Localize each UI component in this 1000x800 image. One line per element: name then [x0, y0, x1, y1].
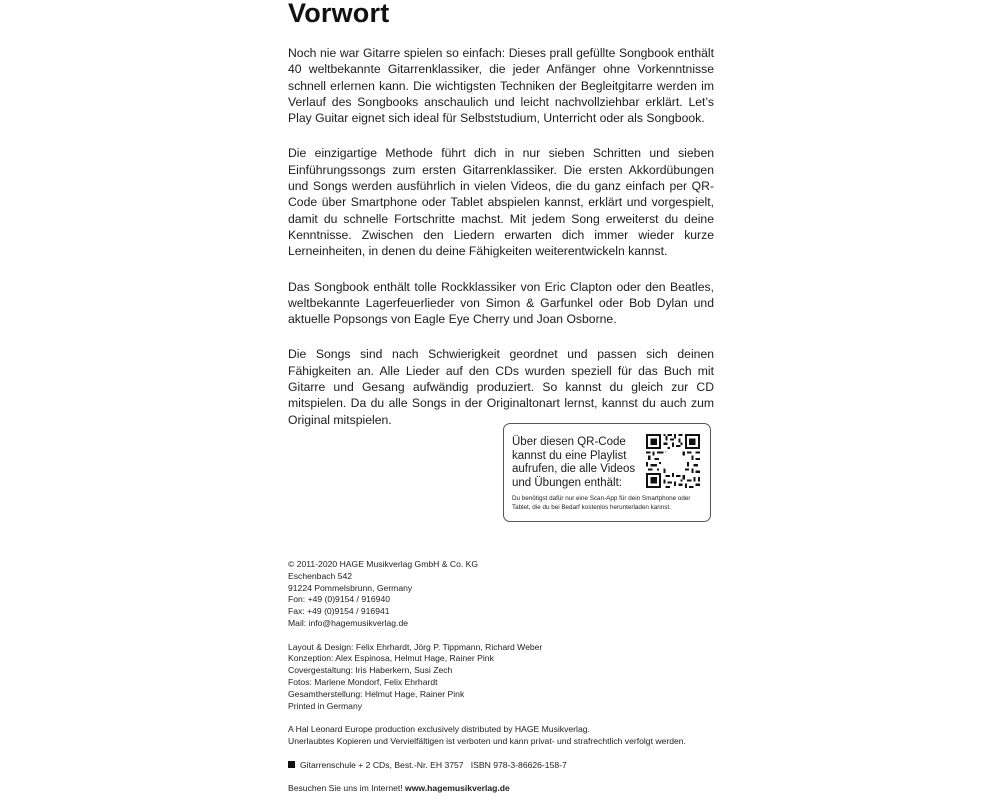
product-line	[288, 760, 728, 772]
legal-line: A Hal Leonard Europe production exclusively distributed by HAGE Musikverlag.	[288, 724, 590, 735]
qr-info-box	[503, 423, 711, 522]
paragraph-1: Noch nie war Gitarre spielen so einfach: Dieses prall gefüllte Songbook enthält 40 weltbekannte Gitarrenklassiker, die jeder Anfänger ohne Vorkenntnisse schnell erlernen kann. Die wichtigsten Techniken der Begleitgitarre werden im Verlauf des Songbooks anschaulich und leicht nachvollziehbar erklärt. Let’s Play Guitar eignet sich ideal für Selbststudium, Unterricht oder als Songbook.	[288, 46, 714, 126]
qr-code-icon[interactable]	[646, 434, 700, 488]
imprint	[288, 559, 728, 795]
credit-line: Fotos: Marlene Mondorf, Felix Ehrhardt	[288, 676, 438, 687]
page-title: Vorwort	[288, 0, 390, 28]
paragraph-4: Die Songs sind nach Schwierigkeit geordnet und passen sich deinen Fähigkeiten an. Alle Lieder auf den CDs wurden speziell für das Buch mit Gitarre und Gesang aufwändig produziert. So kannst du gleich zur CD mitspielen. Da du alle Songs in der Originaltonart lernst, kannst du auch zum Original mitspielen.	[288, 347, 714, 427]
publisher-line: Eschenbach 542	[288, 570, 353, 581]
qr-note: Du benötigst dafür nur eine Scan-App für dein Smartphone oder Tablet, die du bei Bedarf kostenlos herunterladen kannst.	[512, 495, 691, 511]
legal-line: Unerlaubtes Kopieren und Vervielfältigen ist verboten und kann privat- und strafrechtlich verfolgt werden.	[288, 735, 686, 746]
product-info: Gitarrenschule + 2 CDs, Best.-Nr. EH 3757 ISBN 978-3-86626-158-7	[300, 759, 567, 770]
publisher-line: © 2011-2020 HAGE Musikverlag GmbH & Co. KG	[288, 559, 479, 569]
credit-line: Covergestaltung: Iris Haberkern, Susi Zech	[288, 665, 453, 676]
publisher-line: Fax: +49 (0)9154 / 916941	[288, 606, 390, 617]
qr-description: Über diesen QR-Code kannst du eine Playlist aufrufen, die alle Videos und Übungen enthält:	[512, 436, 636, 489]
credit-line: Printed in Germany	[288, 700, 363, 711]
paragraph-2: Die einzigartige Methode führt dich in nur sieben Schritten und sieben Einführungssongs zum ersten Gitarrenklassiker. Die ersten Akkordübungen und Songs werden ausführlich in vielen Videos, die du ganz einfach per QR-Code über Smartphone oder Tablet abspielen kannst, erklärt und vorgespielt, damit du schnelle Fortschritte machst. Mit jedem Song erweiterst du deine Kenntnisse. Zwischen den Liedern erwarten dich immer wieder kurze Lerneinheiten, in denen du deine Fähigkeiten weiterentwickeln kannst.	[288, 146, 714, 259]
paragraph-3: Das Songbook enthält tolle Rockklassiker von Eric Clapton oder den Beatles, weltbekannte Lagerfeuerlieder von Simon & Garfunkel oder Bob Dylan und aktuelle Popsongs von Eagle Eye Cherry und Joan Osborne.	[288, 279, 714, 327]
publisher-line: Fon: +49 (0)9154 / 916940	[288, 594, 391, 605]
credit-line: Konzeption: Alex Espinosa, Helmut Hage, Rainer Pink	[288, 653, 494, 664]
website-prefix: Besuchen Sie uns im Internet!	[288, 783, 406, 794]
square-bullet-icon	[288, 761, 295, 768]
credit-line: Layout & Design: Felix Ehrhardt, Jörg P. Tippmann, Richard Weber	[288, 641, 543, 652]
website-link[interactable]: www.hagemusikverlag.de	[405, 783, 510, 794]
credit-line: Gesamtherstellung: Helmut Hage, Rainer Pink	[288, 688, 465, 699]
website-line	[288, 783, 728, 795]
publisher-email[interactable]: Mail: info@hagemusikverlag.de	[288, 617, 409, 628]
publisher-line: 91224 Pommelsbrunn, Germany	[288, 582, 413, 593]
foreword-body	[288, 45, 714, 447]
